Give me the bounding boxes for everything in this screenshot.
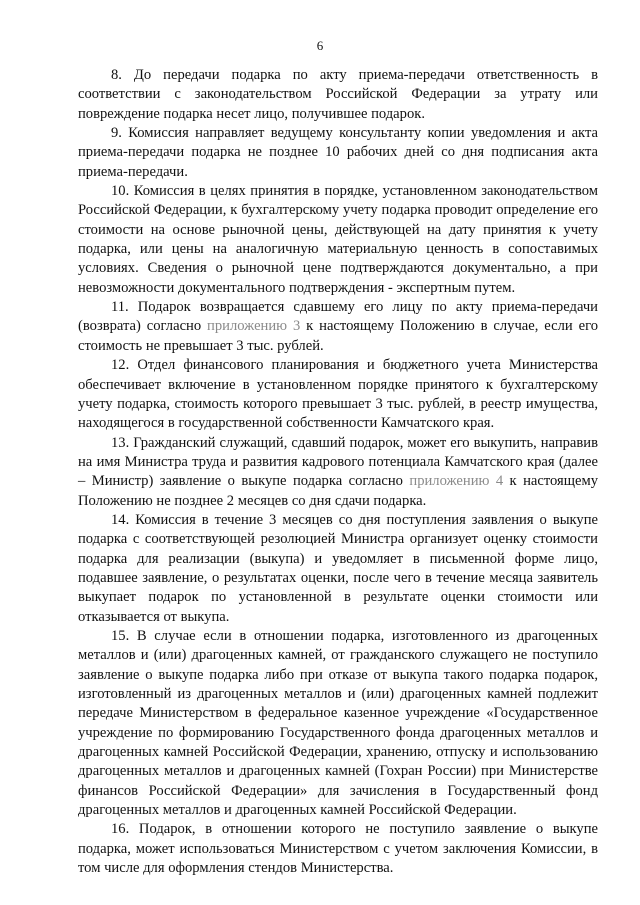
paragraph-9 [78,124,598,182]
paragraph-text: 9. Комиссия направляет ведущему консультанту копии уведомления и акта приема-передачи подарка не позднее 10 рабочих дней со дня подписания акта приема-передачи. [78,125,598,180]
document-body [78,66,598,878]
paragraph-10 [78,182,598,298]
paragraph-11 [78,298,598,356]
paragraph-text: 8. До передачи подарка по акту приема-передачи ответственность в соответствии с законодательством Российской Федерации за утрату или повреждение подарка несет лицо, получившее подарок. [78,67,598,122]
paragraph-8 [78,66,598,124]
page-number: 6 [316,38,324,53]
paragraph-13 [78,434,598,511]
paragraph-text: 15. В случае если в отношении подарка, изготовленного из драгоценных металлов и (или) драгоценных камней, от гражданского служащего не поступило заявление о выкупе подарка либо при отказе от выкупа такого подарка подарок, изготовленный из драгоценных металлов и (или) драгоценных камней подлежит передаче Министерством в федеральное казенное учреждение «Государственное учреждение по формированию Государственного фонда драгоценных металлов и драгоценных камней Российской Федерации, хранению, отпуску и использованию драгоценных металлов и драгоценных камней (Гохран России) при Министерстве финансов Российской Федерации» для зачисления в Государственный фонд драгоценных металлов и драгоценных камней Российской Федерации. [78,627,598,819]
paragraph-15 [78,627,598,820]
appendix-reference-link[interactable]: приложению 4 [409,473,504,490]
appendix-reference-link[interactable]: приложению 3 [207,318,301,335]
paragraph-16 [78,820,598,878]
paragraph-text: 11. Подарок возвращается сдавшему его лицу по акту приема-передачи (возврата) согласно [78,299,598,335]
paragraph-text: 14. Комиссия в течение 3 месяцев со дня поступления заявления о выкупе подарка с соответствующей резолюцией Министра организует оценку стоимости подарка для реализации (выкупа) и уведомляет в письменной форме лицо, подавшее заявление, о результатах оценки, после чего в течение месяца заявитель выкупает подарок по установленной в результате оценки стоимости или отказывается от выкупа. [78,511,598,625]
paragraph-text: 10. Комиссия в целях принятия в порядке, установленном законодательством Российской Федерации, к бухгалтерскому учету подарка проводит определение его стоимости на основе рыночной цены, действующей на дату принятия к учету подарка, или цены на аналогичную материальную ценность в сопоставимых условиях. Сведения о рыночной цене подтверждаются документально, а при невозможности документального подтверждения - экспертным путем. [78,183,598,296]
paragraph-14 [78,511,598,627]
paragraph-text: 16. Подарок, в отношении которого не поступило заявление о выкупе подарка, может использоваться Министерством с учетом заключения Комиссии, в том числе для оформления стендов Министерства. [78,821,598,877]
paragraph-text: к настоящему Положению в случае, если его стоимость не превышает 3 тыс. рублей. [78,318,598,354]
paragraph-text: 12. Отдел финансового планирования и бюджетного учета Министерства обеспечивает включение в установленном порядке принятого к бухгалтерскому учету подарка, стоимость которого превышает 3 тыс. рублей, в реестр имущества, находящегося в государственной собственности Камчатского края. [78,357,598,432]
paragraph-12 [78,356,598,433]
paragraph-text: 13. Гражданский служащий, сдавший подарок, может его выкупить, направив на имя Министра труда и развития кадрового потенциала Камчатского края (далее – Министр) заявление о выкупе подарка согласно [78,434,598,490]
paragraph-text: к настоящему Положению не позднее 2 месяцев со дня сдачи подарка. [78,473,598,509]
